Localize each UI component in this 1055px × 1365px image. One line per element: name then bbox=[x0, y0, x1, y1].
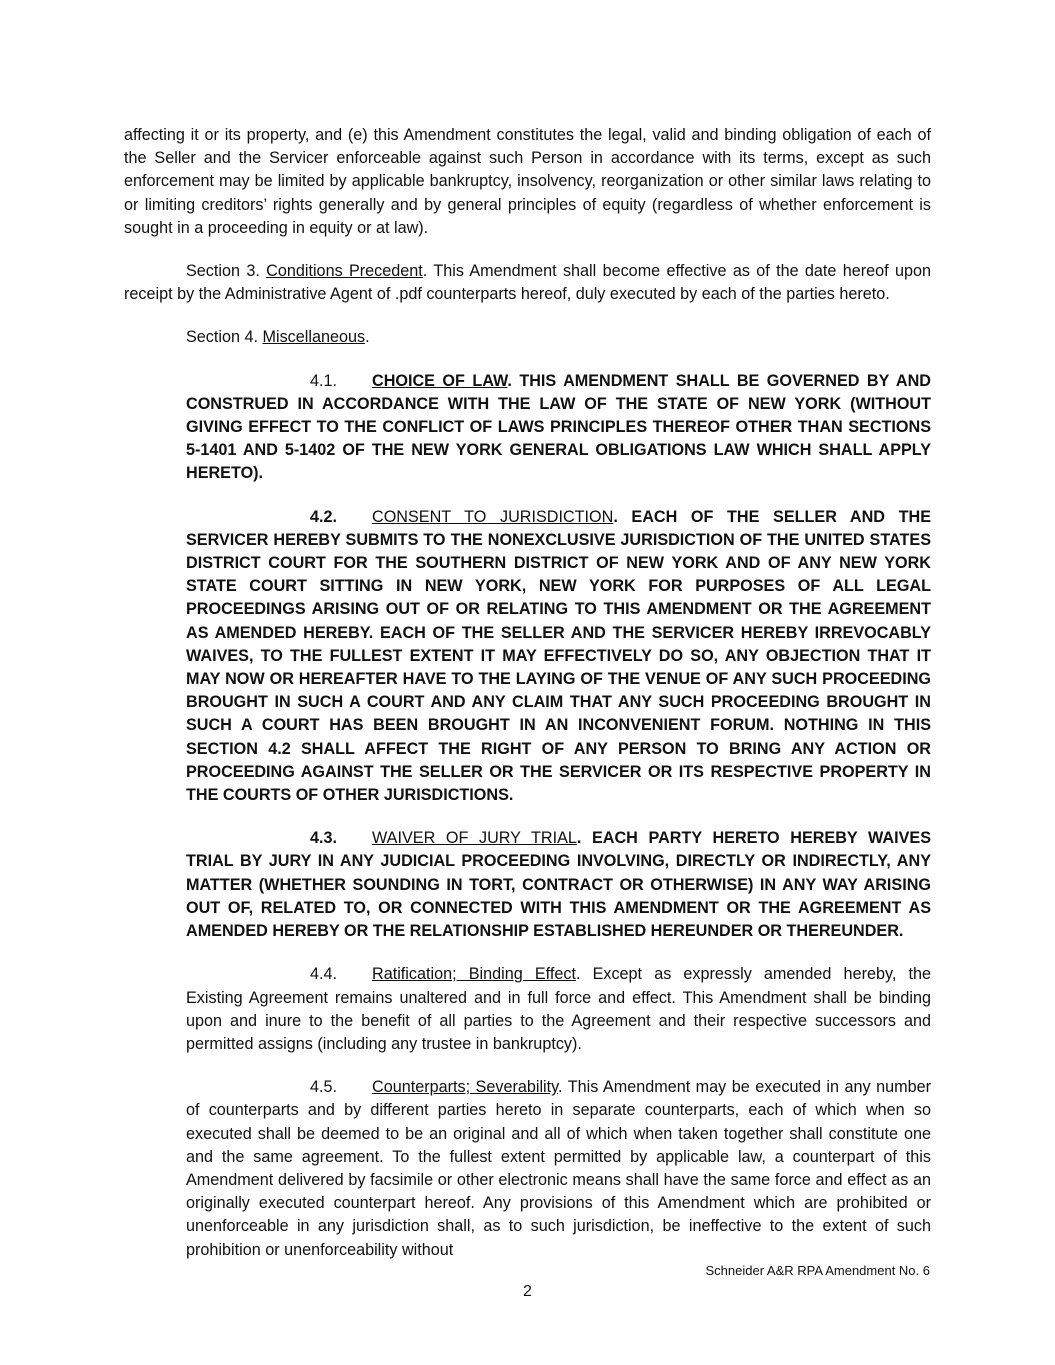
section-4-4 bbox=[186, 963, 931, 1056]
section-4-2-text: . EACH OF THE SELLER AND THE SERVICER HEREBY SUBMITS TO THE NONEXCLUSIVE JURISDICTION OF THE UNITED STATES DISTRICT COURT FOR THE SOUTHERN DISTRICT OF NEW YORK AND OF ANY NEW YORK STATE COURT SITTING IN NEW YORK, NEW YORK FOR PURPOSES OF ALL LEGAL PROCEEDINGS ARISING OUT OF OR RELATING TO THIS AMENDMENT OR THE AGREEMENT AS AMENDED HEREBY. EACH OF THE SELLER AND THE SERVICER HEREBY IRREVOCABLY WAIVES, TO THE FULLEST EXTENT IT MAY EFFECTIVELY DO SO, ANY OBJECTION THAT IT MAY NOW OR HEREAFTER HAVE TO THE LAYING OF THE VENUE OF ANY SUCH PROCEEDING BROUGHT IN SUCH A COURT AND ANY CLAIM THAT ANY SUCH PROCEEDING BROUGHT IN SUCH A COURT HAS BEEN BROUGHT IN AN INCONVENIENT FORUM. NOTHING IN THIS SECTION 4.2 SHALL AFFECT THE RIGHT OF ANY PERSON TO BRING ANY ACTION OR PROCEEDING AGAINST THE SELLER OR THE SERVICER OR ITS RESPECTIVE PROPERTY IN THE COURTS OF OTHER JURISDICTIONS. bbox=[186, 507, 931, 805]
section-4-2-heading: CONSENT TO JURISDICTION bbox=[372, 507, 614, 526]
section-4-4-heading: Ratification; Binding Effect bbox=[372, 965, 576, 984]
intro-paragraph: affecting it or its property, and (e) this Amendment constitutes the legal, valid and binding obligation of each of the Seller and the Servicer enforceable against such Person in accordance with its terms, except as such enforcement may be limited by applicable bankruptcy, insolvency, reorganization or other similar laws relating to or limiting creditors’ rights generally and by general principles of equity (regardless of whether enforcement is sought in a proceeding in equity or at law). bbox=[124, 126, 931, 237]
section-3-prefix: Section 3. bbox=[186, 262, 267, 281]
section-4-heading: Miscellaneous bbox=[262, 328, 366, 347]
section-4-4-number: 4.4. bbox=[310, 965, 338, 984]
section-4-1 bbox=[186, 370, 931, 486]
section-3 bbox=[124, 260, 931, 306]
section-4-3 bbox=[186, 827, 931, 943]
section-4-5-text: . This Amendment may be executed in any number of counterparts and by different parties hereto in separate counterparts, each of which when so executed shall be deemed to be an original and all of which when taken together shall constitute one and the same agreement. To the fullest extent permitted by applicable law, a counterpart of this Amendment delivered by facsimile or other electronic means shall have the same force and effect as an originally executed counterpart hereof. Any provisions of this Amendment which are prohibited or unenforceable in any jurisdiction shall, as to such jurisdiction, be ineffective to the extent of such prohibition or unenforceability without bbox=[186, 1078, 931, 1259]
section-4-5 bbox=[186, 1076, 931, 1262]
page-number: 2 bbox=[523, 1283, 532, 1300]
section-4-prefix: Section 4. bbox=[186, 328, 263, 347]
section-4-2 bbox=[186, 506, 931, 808]
section-4-4-text: . Except as expressly amended hereby, the Existing Agreement remains unaltered and in full force and effect. This Amendment shall be binding upon and inure to the benefit of all parties to the Agreement and their respective successors and permitted assigns (including any trustee in bankruptcy). bbox=[186, 965, 931, 1053]
footer-document-ref: Schneider A&R RPA Amendment No. 6 bbox=[705, 1263, 930, 1278]
section-3-text: . This Amendment shall become effective as of the date hereof upon receipt by the Administrative Agent of .pdf counterparts hereof, duly executed by each of the parties hereto. bbox=[124, 262, 932, 304]
section-4-2-number: 4.2. bbox=[310, 507, 338, 526]
section-4-1-text: . THIS AMENDMENT SHALL BE GOVERNED BY AND CONSTRUED IN ACCORDANCE WITH THE LAW OF THE STATE OF NEW YORK (WITHOUT GIVING EFFECT TO THE CONFLICT OF LAWS PRINCIPLES THEREOF OTHER THAN SECTIONS 5-1401 AND 5-1402 OF THE NEW YORK GENERAL OBLIGATIONS LAW WHICH SHALL APPLY HERETO). bbox=[186, 371, 931, 483]
section-4-suffix: . bbox=[365, 328, 370, 347]
section-4-3-text: . EACH PARTY HERETO HEREBY WAIVES TRIAL BY JURY IN ANY JUDICIAL PROCEEDING INVOLVING, DIRECTLY OR INDIRECTLY, ANY MATTER (WHETHER SOUNDING IN TORT, CONTRACT OR OTHERWISE) IN ANY WAY ARISING OUT OF, RELATED TO, OR CONNECTED WITH THIS AMENDMENT OR THE AGREEMENT AS AMENDED HEREBY OR THE RELATIONSHIP ESTABLISHED HEREUNDER OR THEREUNDER. bbox=[186, 829, 932, 941]
section-4-5-heading: Counterparts; Severability bbox=[372, 1078, 559, 1097]
section-4-3-number: 4.3. bbox=[310, 829, 338, 848]
document-body bbox=[124, 124, 931, 1262]
section-3-heading: Conditions Precedent bbox=[266, 262, 423, 281]
section-4-1-heading: CHOICE OF LAW bbox=[372, 371, 508, 390]
section-4-5-number: 4.5. bbox=[310, 1078, 338, 1097]
section-4-3-heading: WAIVER OF JURY TRIAL bbox=[372, 829, 577, 848]
section-4 bbox=[124, 326, 931, 349]
section-4-1-number: 4.1. bbox=[310, 371, 338, 390]
